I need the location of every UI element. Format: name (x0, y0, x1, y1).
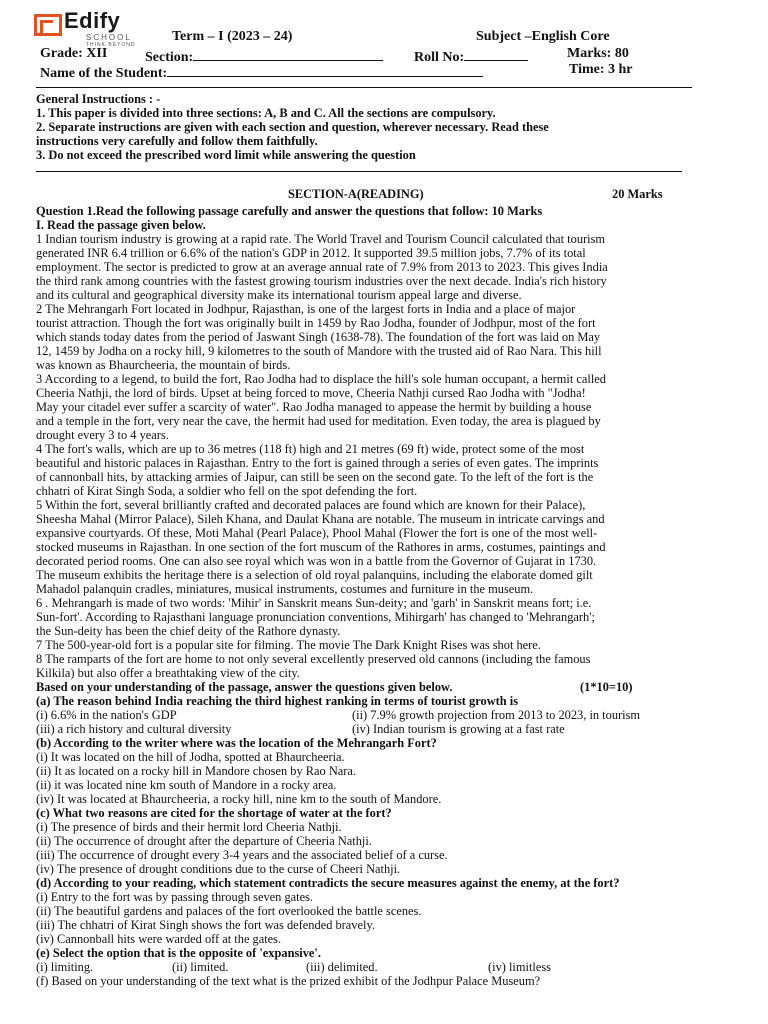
passage-line: Sheesha Mahal (Mirror Palace), Sileh Khana, and Daulat Khana are notable. The museum in intricate carvings and (36, 512, 605, 526)
header-divider (36, 87, 692, 88)
passage-line: 5 Within the fort, several brilliantly crafted and decorated palaces are found which are known for their Palace), (36, 498, 586, 512)
option: (i) It was located on the hill of Jodha, spotted at Bhaurcheeria. (36, 750, 345, 764)
passage-line: beautiful and historic palaces in Rajasthan. Entry to the fort is gained through a series of even gates. The imprints (36, 456, 599, 470)
questions-marks: (1*10=10) (580, 680, 633, 694)
marks: Marks: 80 (567, 46, 629, 61)
term: Term – I (2023 – 24) (172, 29, 293, 44)
logo-sub: SCHOOL (86, 33, 132, 42)
passage-line: was known as Bhaurcheeria, the mountain of birds. (36, 358, 291, 372)
passage-line: the Sun-deity has been the chief deity of the Rathore dynasty. (36, 624, 341, 638)
passage-line: 7 The 500-year-old fort is a popular site for filming. The movie The Dark Knight Rises was shot here. (36, 638, 541, 652)
grade: Grade: XII (40, 46, 108, 61)
passage-line: Cheeria Nathji, the lord of birds. Upset at being forced to move, Cheeria Nathji cursed Rao Jodha with "Jodha! (36, 386, 586, 400)
question-heading: Question 1.Read the following passage carefully and answer the questions that follow: 10 Marks (36, 204, 543, 218)
section-marks: 20 Marks (612, 187, 663, 201)
option: (iii) a rich history and cultural diversity (36, 722, 232, 736)
passage-line: and a temple in the fort, very near the cave, the hermit had used for meditation. Even today, the area is plagued by (36, 414, 601, 428)
question-e: (e) Select the option that is the opposite of 'expansive'. (36, 946, 321, 960)
time: Time: 3 hr (569, 62, 633, 77)
logo-tagline: THINK BEYOND (86, 42, 136, 48)
option: (ii) 7.9% growth projection from 2013 to 2023, in tourism (352, 708, 641, 722)
passage-line: 6 . Mehrangarh is made of two words: 'Mihir' in Sanskrit means Sun-deity; and 'garh' in Sanskrit means fort; i.e. (36, 596, 592, 610)
instructions-heading: General Instructions : - (36, 92, 161, 106)
passage-heading: I. Read the passage given below. (36, 218, 206, 232)
option: (i) limiting. (36, 960, 94, 974)
section-blank[interactable] (193, 46, 383, 61)
passage-line: Kilkila) but also offer a breathtaking view of the city. (36, 666, 300, 680)
questions-intro: Based on your understanding of the passage, answer the questions given below. (36, 680, 453, 694)
passage-line: stocked museums in Rajasthan. In one section of the fort muscum of the Rathores in arms, costumes, paintings and (36, 540, 606, 554)
option: (i) The presence of birds and their hermit lord Cheeria Nathji. (36, 820, 342, 834)
passage-line: chhatri of Kirat Singh Soda, a soldier who fell on the spot defending the fort. (36, 484, 418, 498)
option: (i) 6.6% in the nation's GDP (36, 708, 177, 722)
passage-line: and its cultural and geographical diversity make its international tourism appeal large and diverse. (36, 288, 522, 302)
passage-line: employment. The sector is predicted to grow at an average annual rate of 7.9% from 2013 to 2023. This gives India (36, 260, 608, 274)
passage-line: 3 According to a legend, to build the fort, Rao Jodha had to displace the hill's sole human occupant, a hermit called (36, 372, 606, 386)
roll-blank[interactable] (464, 46, 528, 61)
section-label: Section: (145, 50, 194, 65)
passage-line: The museum exhibits the heritage there is a selection of old royal palanquins, including the elaborate domed gilt (36, 568, 593, 582)
roll-label: Roll No: (414, 50, 465, 65)
passage-line: Sun-fort'. According to Rajasthani language pronunciation conventions, Mihirgarh' has changed to 'Mehrangarh'; (36, 610, 595, 624)
question-c: (c) What two reasons are cited for the shortage of water at the fort? (36, 806, 392, 820)
passage-line: 4 The fort's walls, which are up to 36 metres (118 ft) high and 21 metres (69 ft) wide, protect some of the most (36, 442, 585, 456)
instruction-line: instructions very carefully and follow them faithfully. (36, 134, 318, 148)
question-a: (a) The reason behind India reaching the third highest ranking in terms of tourist growth is (36, 694, 519, 708)
passage-line: which stands today dates from the period of Jaswant Singh (1638-78). The foundation of the fort was laid on May (36, 330, 601, 344)
option: (iv) Indian tourism is growing at a fast rate (352, 722, 565, 736)
option: (ii) The occurrence of drought after the departure of Cheeria Nathji. (36, 834, 372, 848)
option: (ii) it was located nine km south of Mandore in a rocky area. (36, 778, 337, 792)
option: (iii) The chhatri of Kirat Singh shows the fort was defended bravely. (36, 918, 375, 932)
question-b: (b) According to the writer where was the location of the Mehrangarh Fort? (36, 736, 437, 750)
passage-line: drought every 3 to 4 years. (36, 428, 169, 442)
option: (iv) limitless (488, 960, 551, 974)
passage-line: expansive courtyards. Of these, Moti Mahal (Pearl Palace), Phool Mahal (Flower the fort is one of the most well- (36, 526, 598, 540)
passage-line: 8 The ramparts of the fort are home to not only several excellently preserved old cannons (including the famous (36, 652, 591, 666)
passage-line: Mahadol palanquin cradles, miniatures, musical instruments, costumes and furniture in the museum. (36, 582, 534, 596)
question-f: (f) Based on your understanding of the text what is the prized exhibit of the Jodhpur Palace Museum? (36, 974, 541, 988)
option: (iv) Cannonball hits were warded off at the gates. (36, 932, 282, 946)
option: (iv) The presence of drought conditions due to the curse of Cheeri Nathji. (36, 862, 401, 876)
passage-line: 2 The Mehrangarh Fort located in Jodhpur, Rajasthan, is one of the largest forts in India and a place of major (36, 302, 576, 316)
option: (ii) limited. (172, 960, 229, 974)
instruction-line: 2. Separate instructions are given with each section and question, wherever necessary. Read these (36, 120, 549, 134)
passage-line: the third rank among countries with the fastest growing tourism industries over the next decade. India's rich history (36, 274, 607, 288)
option: (ii) It as located on a rocky hill in Mandore chosen by Rao Nara. (36, 764, 356, 778)
passage-line: generated INR 6.4 trillion or 6.6% of the nation's GDP in 2012. It supported 39.5 million jobs, 7.7% of its total (36, 246, 586, 260)
passage-line: tourist attraction. Though the fort was originally built in 1459 by Rao Jodha, founder of Jodhpur, most of the fort (36, 316, 596, 330)
question-d: (d) According to your reading, which statement contradicts the secure measures against the enemy, at the fort? (36, 876, 620, 890)
name-blank[interactable] (167, 62, 483, 77)
passage-line: 12, 1459 by Jodha on a rocky hill, 9 kilometres to the south of Mandore with the trusted aid of Rao Nara. This hill (36, 344, 602, 358)
logo-text: Edify (64, 8, 121, 33)
passage-line: 1 Indian tourism industry is growing at a rapid rate. The World Travel and Tourism Council calculated that tourism (36, 232, 606, 246)
option: (iv) It was located at Bhaurcheeria, a rocky hill, nine km to the south of Mandore. (36, 792, 442, 806)
option: (iii) The occurrence of drought every 3-4 years and the associated belief of a curse. (36, 848, 448, 862)
option: (ii) The beautiful gardens and palaces of the fort overlooked the battle scenes. (36, 904, 422, 918)
option: (i) Entry to the fort was by passing through seven gates. (36, 890, 314, 904)
name-label: Name of the Student: (40, 66, 168, 81)
subject: Subject –English Core (476, 29, 610, 44)
school-logo (34, 8, 154, 48)
passage-line: decorated period rooms. One can also see royal which was won in a battle from the Governor of Gujarat in 1730. (36, 554, 597, 568)
passage-line: May your citadel ever suffer a scarcity of water". Rao Jodha managed to appease the hermit by building a house (36, 400, 592, 414)
option: (iii) delimited. (306, 960, 378, 974)
logo-mark-icon (34, 14, 62, 36)
passage-line: of cannonball hits, by attacking armies of Jaipur, can still be seen on the second gate. To the left of the fort is the (36, 470, 594, 484)
section-title: SECTION-A(READING) (288, 187, 424, 201)
name-field[interactable] (40, 62, 483, 82)
instruction-line: 3. Do not exceed the prescribed word limit while answering the question (36, 148, 416, 162)
instruction-line: 1. This paper is divided into three sections: A, B and C. All the sections are compulsory. (36, 106, 496, 120)
instructions-divider (36, 171, 682, 172)
